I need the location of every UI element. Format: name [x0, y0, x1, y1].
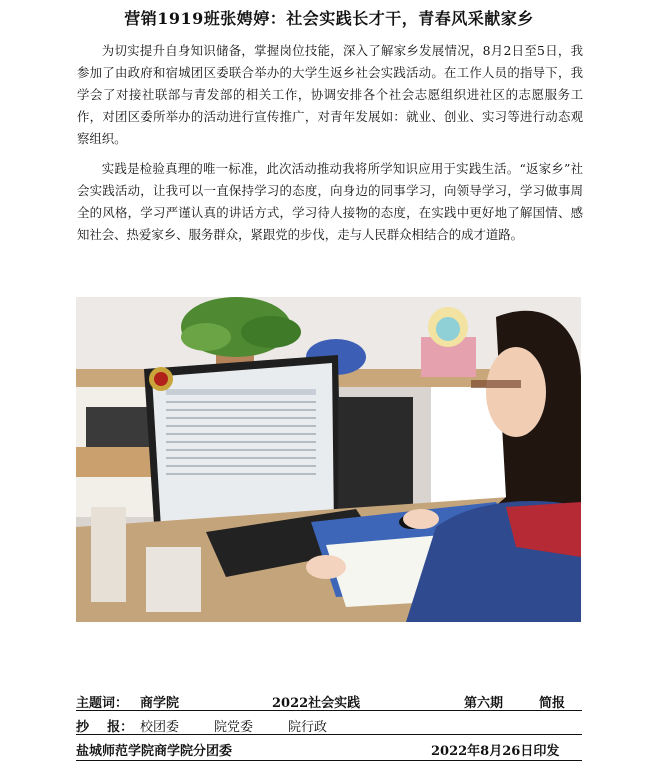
- cc-label: 抄 报：: [76, 720, 134, 735]
- subject-line: [76, 690, 582, 711]
- issue-date: 2022年8月26日印发: [431, 744, 560, 759]
- cc-item: 院党委: [214, 720, 254, 735]
- subject-value: 商学院: [140, 696, 180, 711]
- subject-label: 主题词：: [76, 696, 129, 711]
- document-title: 营销1919班张娉婷：社会实践长才干，青春风采献家乡: [124, 9, 534, 28]
- paragraph-1: 为切实提升自身知识储备，掌握岗位技能，深入了解家乡发展情况，8月2日至5日，我参加了由政府和宿城团区委联合举办的大学生返乡社会实践活动。在工作人员的指导下，我学会了对接社联部与青发部的相关工作，协调安排各个社会志愿组织进社区的志愿服务工作，对团区委所举办的活动进行宣传推广，对青年发展如：就业、创业、实习等进行动态观察组织。: [77, 43, 583, 146]
- paragraph-2: 实践是检验真理的唯一标准，此次活动推动我将所学知识应用于实践生活。“返家乡”社会实践活动，让我可以一直保持学习的态度，向身边的同事学习，向领导学习，学习做事周全的风格，学习严谨认真的讲话方式，学习待人接物的态度，在实践中更好地了解国情、感知社会、热爱家乡、服务群众，紧跟党的步伐，走与人民群众相结合的成才道路。: [77, 161, 583, 242]
- office-photo: [76, 297, 581, 622]
- issuer-line: [76, 738, 582, 761]
- cc-item: 院行政: [288, 720, 328, 735]
- document-type: 简报: [539, 696, 566, 711]
- cc-line: [76, 714, 582, 735]
- cc-item: 校团委: [140, 720, 180, 735]
- issuer: 盐城师范学院商学院分团委: [76, 744, 233, 759]
- subject-topic: 2022社会实践: [272, 696, 361, 711]
- issue-number: 第六期: [464, 696, 504, 711]
